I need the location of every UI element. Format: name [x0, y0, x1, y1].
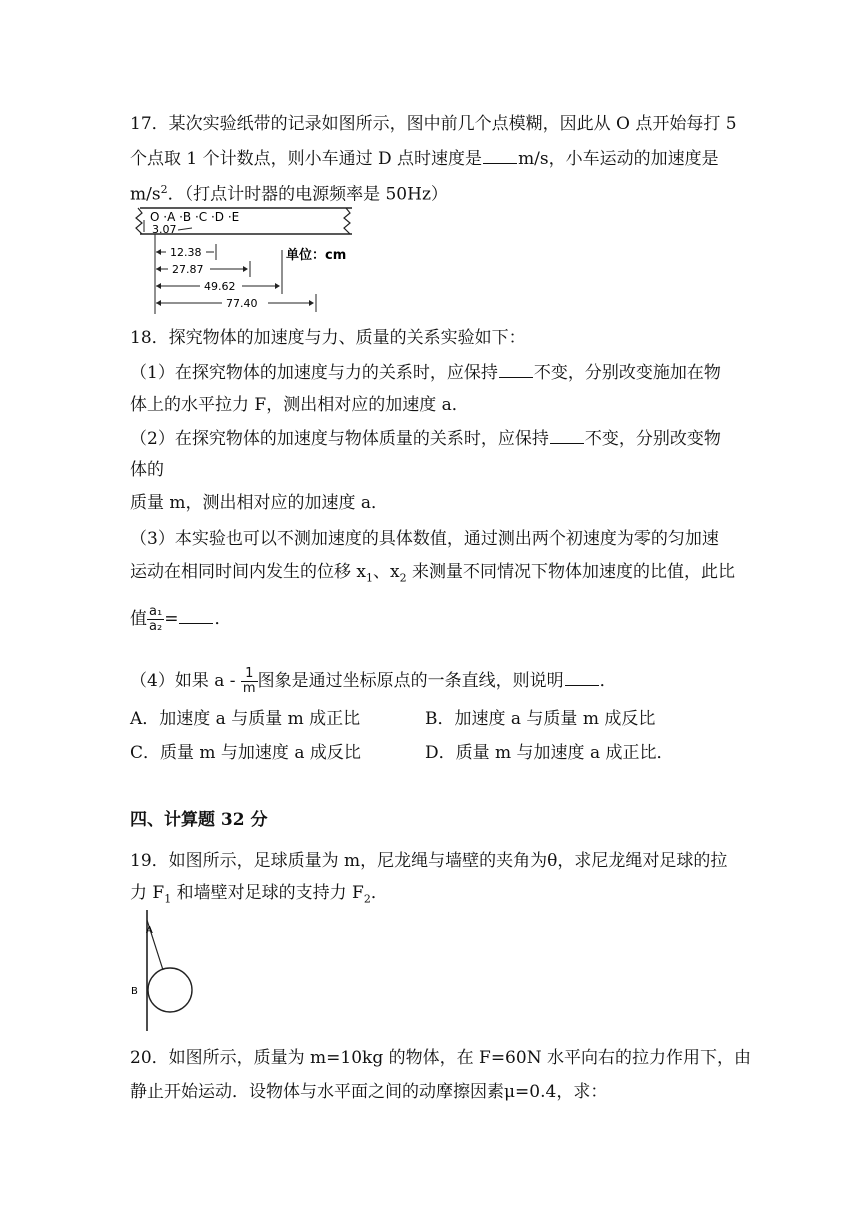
q18-line1: 18．探究物体的加速度与力、质量的关系实验如下： — [130, 328, 526, 348]
q20-line2: 静止开始运动．设物体与水平面之间的动摩擦因素μ=0.4，求： — [130, 1082, 608, 1102]
q18-p3-line3: 值 $\frac{\text{a₁}}{\text{a₂}}$ = ． — [130, 604, 232, 634]
unit-label: 单位：cm — [286, 248, 347, 263]
option-b: B．加速度 a 与质量 m 成反比 — [425, 709, 656, 729]
point-a-label: A — [146, 925, 153, 936]
q19-ball-figure — [128, 908, 208, 1033]
option-c: C．质量 m 与加速度 a 成反比 — [130, 743, 361, 763]
q18-p2-line3: 质量 m，测出相对应的加速度 a． — [130, 493, 389, 513]
q17-line3: $m/s^2$．（打点计时器的电源频率是 50Hz） — [130, 183, 448, 205]
q18-p4-line: （4）如果 a - $\frac{1}{m}$ 图象是通过坐标原点的一条直线，则说明 ． — [130, 666, 617, 696]
answer-blank — [179, 607, 213, 624]
answer-blank — [483, 147, 517, 164]
q17-tape-figure — [130, 204, 370, 316]
section-heading: 四、计算题 32 分 — [130, 810, 268, 830]
option-d: D．质量 m 与加速度 a 成正比． — [425, 743, 674, 763]
q17-line2: 个点取 1 个计数点，则小车通过 D 点时速度是 m/s，小车运动的加速度是 — [130, 149, 719, 169]
dist-77-40: 77.40 — [226, 297, 258, 310]
q19-line1: 19．如图所示，足球质量为 m，尼龙绳与墙壁的夹角为θ，求尼龙绳对足球的拉 — [130, 851, 728, 871]
inverse-mass-fraction: $\frac{1}{m}$ — [242, 666, 256, 696]
answer-blank — [550, 427, 584, 444]
q17-line1: 17．某次实验纸带的记录如图所示，图中前几个点模糊，因此从 O 点开始每打 5 — [130, 114, 737, 134]
dist-49-62: 49.62 — [204, 280, 236, 293]
q18-p1-line2: 体上的水平拉力 F，测出相对应的加速度 a． — [130, 395, 469, 415]
answer-blank — [565, 669, 599, 686]
q20-line1: 20．如图所示，质量为 m=10kg 的物体，在 F=60N 水平向右的拉力作用下，由 — [130, 1048, 751, 1068]
tape-points: O ·A ·B ·C ·D ·E — [150, 210, 240, 224]
q18-p3-line2: 运动在相同时间内发生的位移 $x_1$、$x_2$ 来测量不同情况下物体加速度的比值，此比 — [130, 562, 735, 585]
q18-p2-line2: 体的 — [130, 460, 164, 480]
ball-circle — [148, 968, 192, 1012]
ratio-fraction: $\frac{\text{a₁}}{\text{a₂}}$ — [149, 604, 163, 634]
point-b-label: B — [131, 986, 138, 997]
dist-12-38: 12.38 — [170, 246, 202, 259]
q18-p3-line1: （3）本实验也可以不测加速度的具体数值，通过测出两个初速度为零的匀加速 — [130, 529, 719, 549]
q19-line2: 力 $F_1$ 和墙壁对足球的支持力 $F_2$． — [130, 883, 388, 906]
dist-3-07: 3.07 — [152, 223, 177, 236]
q18-p1-line1: （1）在探究物体的加速度与力的关系时，应保持 不变，分别改变施加在物 — [130, 363, 721, 383]
dist-27-87: 27.87 — [172, 263, 204, 276]
answer-blank — [499, 361, 533, 378]
option-a: A．加速度 a 与质量 m 成正比 — [130, 709, 361, 729]
q18-p2-line1: （2）在探究物体的加速度与物体质量的关系时，应保持 不变，分别改变物 — [130, 429, 721, 449]
